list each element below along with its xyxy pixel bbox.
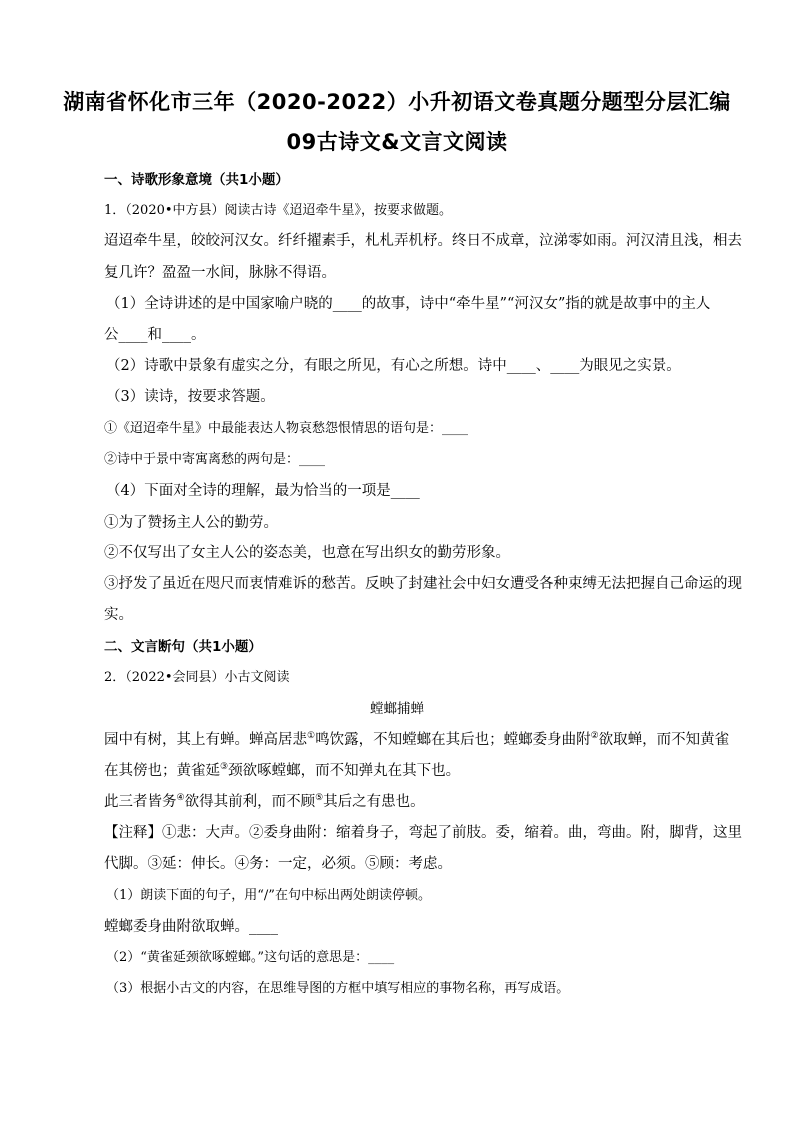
subquestion-2: （2）诗歌中景象有虚实之分，有眼之所见，有心之所想。诗中____、____为眼见之实景。	[106, 358, 681, 374]
subquestion-2-1-sentence: 螳螂委身曲附欲取蝉。____	[104, 919, 278, 935]
option-3-line-1: ③抒发了虽近在咫尺而衷情难诉的愁苦。反映了封建社会中妇女遭受各种束缚无法把握自己命运的现	[104, 576, 742, 592]
option-1: ①为了赞扬主人公的勤劳。	[104, 515, 278, 531]
footnote-marker-4: ④	[176, 793, 185, 803]
subquestion-3-a: ①《迢迢牵牛星》中最能表达人物哀愁怨恨情思的语句是：____	[104, 421, 469, 436]
subquestion-4: （4）下面对全诗的理解，最为恰当的一项是____	[106, 483, 420, 499]
option-2: ②不仅写出了女主人公的姿态美，也意在写出织女的勤劳形象。	[104, 545, 510, 561]
poem-line-2: 复几许？盈盈一水间，脉脉不得语。	[104, 265, 336, 281]
passage-line-3	[104, 790, 425, 811]
question-1-intro: 1．（2020•中方县）阅读古诗《迢迢牵牛星》，按要求做题。	[104, 203, 453, 218]
question-2-intro: 2．（2022•会同县）小古文阅读	[104, 670, 290, 685]
document-subtitle: 09古诗文&文言文阅读	[286, 130, 508, 154]
subquestion-2-3: （3）根据小古文的内容，在思维导图的方框中填写相应的事物名称，再写成语。	[106, 981, 570, 996]
passage-text: 其后之有患也。	[323, 794, 425, 810]
subquestion-3-b: ②诗中于景中寄寓离愁的两句是：____	[104, 452, 326, 467]
passage-text: 颈欲啄螳螂，而不知弹丸在其下也。	[228, 763, 461, 779]
subquestion-3: （3）读诗，按要求答题。	[106, 389, 275, 405]
footnote-marker-5: ⑤	[315, 793, 324, 803]
footnote-marker-1: ①	[307, 731, 316, 741]
passage-title: 螳螂捕蝉	[370, 701, 424, 717]
passage-text: 园中有树，其上有蝉。蝉高居悲	[104, 732, 307, 748]
passage-text: 鸣饮露，不知螳螂在其后也；螳螂委身曲附	[315, 732, 591, 748]
footnote-marker-2: ②	[590, 731, 599, 741]
subquestion-1-line-2: 公____和____。	[104, 327, 206, 343]
option-3-line-2: 实。	[104, 607, 133, 623]
poem-line-1: 迢迢牵牛星，皎皎河汉女。纤纤擢素手，札札弄机杼。终日不成章，泣涕零如雨。河汉清且浅，相去	[104, 233, 742, 249]
passage-text: 欲取蝉，而不知黄雀	[598, 732, 730, 748]
passage-line-2	[104, 759, 460, 780]
footnote-marker-3: ③	[220, 762, 229, 772]
subquestion-2-2: （2）“黄雀延颈欲啄螳螂。”这句话的意思是：____	[106, 950, 395, 965]
section-heading-2: 二、文言断句（共1小题）	[104, 639, 262, 655]
passage-text: 欲得其前利，而不顾	[184, 794, 316, 810]
document-title: 湖南省怀化市三年（2020-2022）小升初语文卷真题分题型分层汇编	[63, 90, 731, 114]
passage-line-1	[104, 728, 729, 749]
passage-text: 在其傍也；黄雀延	[104, 763, 220, 779]
notes-line-1: 【注释】①悲：大声。②委身曲附：缩着身子，弯起了前肢。委，缩着。曲，弯曲。附，脚背，这里	[104, 825, 742, 841]
section-heading-1: 一、诗歌形象意境（共1小题）	[104, 172, 289, 188]
subquestion-1-line-1: （1）全诗讲述的是中国家喻户晓的____的故事，诗中“牵牛星”“河汉女”指的就是故事中的主人	[106, 296, 711, 312]
notes-line-2: 代脚。③延：伸长。④务：一定，必须。⑤顾：考虑。	[104, 856, 452, 872]
passage-text: 此三者皆务	[104, 794, 177, 810]
subquestion-2-1: （1）朗读下面的句子，用“/”在句中标出两处朗读停顿。	[106, 888, 431, 903]
